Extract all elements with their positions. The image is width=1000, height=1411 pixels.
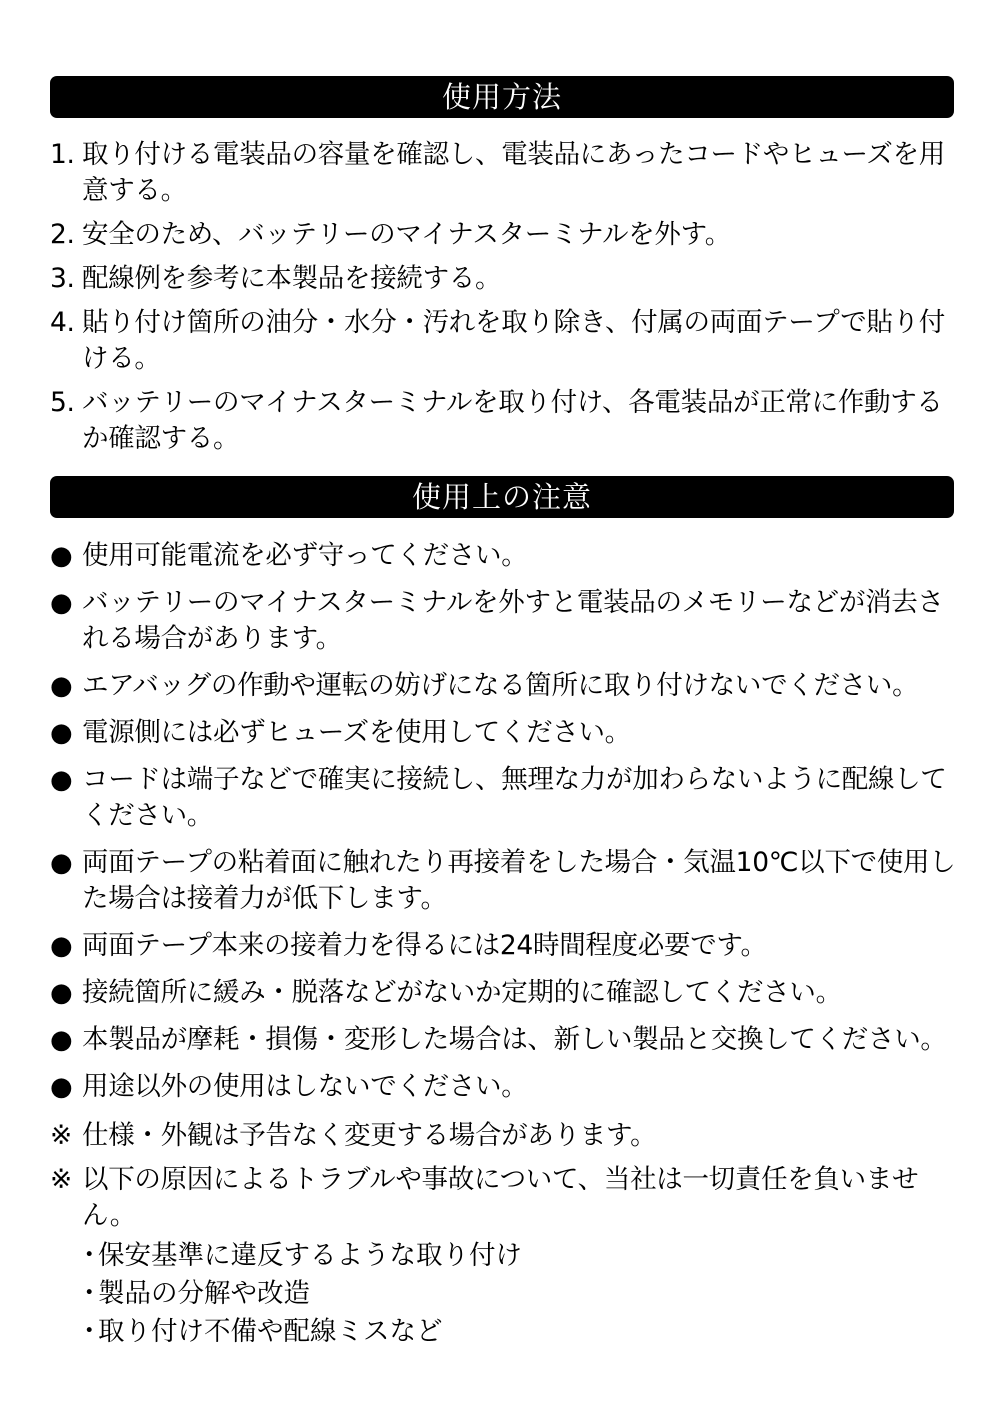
step-text: 配線例を参考に本製品を接続する。 — [82, 263, 502, 294]
step-number: 3. — [50, 263, 75, 294]
caution-section-header: 使用上の注意 — [50, 476, 954, 518]
usage-step-1 — [50, 137, 960, 209]
caution-item — [50, 1022, 960, 1058]
caution-text: 電源側には必ずヒューズを使用してください。 — [82, 717, 631, 748]
disclaimer-cause-item — [76, 1238, 876, 1274]
middle-dot-mark: ・ — [76, 1278, 103, 1309]
usage-section-header: 使用方法 — [50, 76, 954, 118]
bullet-icon: ● — [50, 978, 73, 1008]
caution-text: 使用可能電流を必ず守ってください。 — [82, 540, 528, 571]
cause-text: 製品の分解や改造 — [98, 1278, 310, 1309]
caution-list — [50, 538, 960, 1116]
step-text: 安全のため、バッテリーのマイナスターミナルを外す。 — [82, 219, 731, 250]
usage-steps-list — [50, 137, 960, 465]
caution-item — [50, 538, 960, 574]
cause-text: 保安基準に違反するような取り付け — [98, 1240, 522, 1271]
disclaimer-causes-list — [76, 1238, 876, 1352]
notes-list — [50, 1118, 960, 1242]
step-number: 1. — [50, 139, 75, 170]
caution-item — [50, 975, 960, 1011]
step-text: 貼り付け箇所の油分・水分・汚れを取り除き、付属の両面テープで貼り付ける。 — [82, 307, 946, 374]
disclaimer-cause-item — [76, 1276, 876, 1312]
bullet-icon: ● — [50, 541, 73, 571]
bullet-icon: ● — [50, 931, 73, 961]
usage-step-4 — [50, 305, 960, 377]
bullet-icon: ● — [50, 588, 73, 618]
bullet-icon: ● — [50, 671, 73, 701]
caution-item — [50, 585, 960, 657]
note-mark: ※ — [50, 1120, 72, 1151]
caution-text: コードは端子などで確実に接続し、無理な力が加わらないように配線してください。 — [82, 764, 947, 831]
step-number: 2. — [50, 219, 75, 250]
cause-text: 取り付け不備や配線ミスなど — [98, 1316, 443, 1347]
usage-step-3 — [50, 261, 960, 297]
caution-text: 用途以外の使用はしないでください。 — [82, 1071, 528, 1102]
note-text: 以下の原因によるトラブルや事故について、当社は一切責任を負いません。 — [82, 1164, 919, 1231]
usage-step-5 — [50, 385, 960, 457]
caution-text: 両面テープ本来の接着力を得るには24時間程度必要です。 — [82, 930, 767, 961]
caution-text: 両面テープの粘着面に触れたり再接着をした場合・気温10℃以下で使用した場合は接着力が低下します。 — [82, 847, 956, 914]
step-number: 5. — [50, 387, 75, 418]
step-text: 取り付ける電装品の容量を確認し、電装品にあったコードやヒューズを用意する。 — [82, 139, 946, 206]
caution-text: バッテリーのマイナスターミナルを外すと電装品のメモリーなどが消去される場合があります。 — [82, 587, 944, 654]
note-mark: ※ — [50, 1164, 72, 1195]
caution-item — [50, 715, 960, 751]
caution-text: 本製品が摩耗・損傷・変形した場合は、新しい製品と交換してください。 — [82, 1024, 947, 1055]
middle-dot-mark: ・ — [76, 1316, 103, 1347]
bullet-icon: ● — [50, 765, 73, 795]
caution-item — [50, 845, 960, 917]
note-text: 仕様・外観は予告なく変更する場合があります。 — [82, 1120, 657, 1151]
bullet-icon: ● — [50, 718, 73, 748]
middle-dot-mark: ・ — [76, 1240, 103, 1271]
step-number: 4. — [50, 307, 75, 338]
bullet-icon: ● — [50, 848, 73, 878]
caution-text: 接続箇所に緩み・脱落などがないか定期的に確認してください。 — [82, 977, 842, 1008]
note-item — [50, 1162, 960, 1234]
bullet-icon: ● — [50, 1072, 73, 1102]
disclaimer-cause-item — [76, 1314, 876, 1350]
usage-step-2 — [50, 217, 960, 253]
step-text: バッテリーのマイナスターミナルを取り付け、各電装品が正常に作動するか確認する。 — [82, 387, 943, 454]
caution-item — [50, 762, 960, 834]
caution-text: エアバッグの作動や運転の妨げになる箇所に取り付けないでください。 — [82, 670, 919, 701]
caution-item — [50, 928, 960, 964]
bullet-icon: ● — [50, 1025, 73, 1055]
note-item — [50, 1118, 960, 1154]
caution-item — [50, 1069, 960, 1105]
caution-item — [50, 668, 960, 704]
